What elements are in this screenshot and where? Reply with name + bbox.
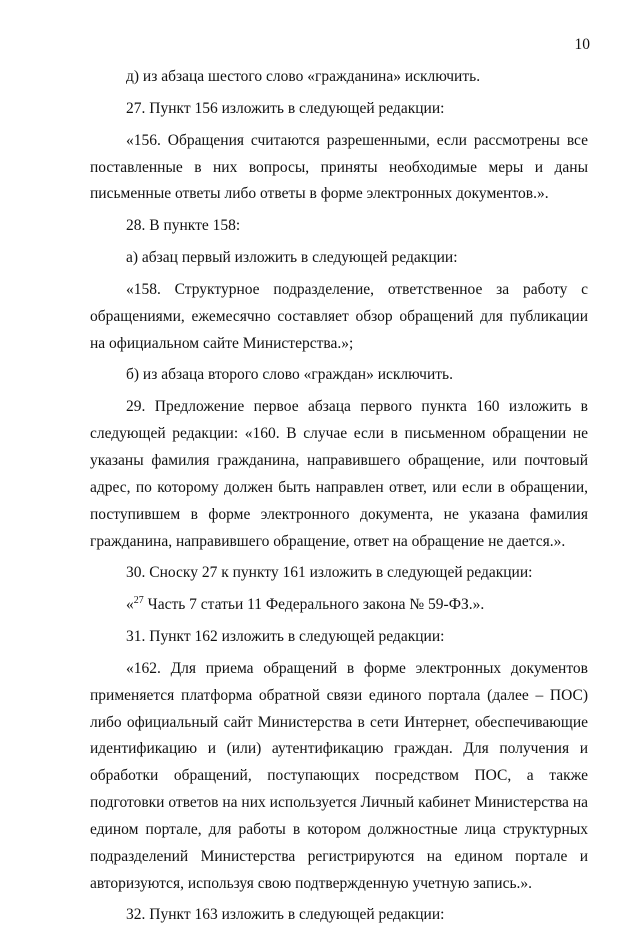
item-30-heading: 30. Сноску 27 к пункту 161 изложить в следующей редакции: bbox=[126, 564, 533, 582]
item-31-heading: 31. Пункт 162 изложить в следующей редакции: bbox=[126, 628, 445, 646]
item-d-paragraph: д) из абзаца шестого слово «гражданина» исключить. bbox=[126, 68, 481, 85]
item-28-heading: 28. В пункте 158: bbox=[126, 217, 241, 235]
item-28-subitem-a: а) абзац первый изложить в следующей редакции: bbox=[126, 249, 458, 267]
item-28-quote: «158. Структурное подразделение, ответственное за работу с обращениями, ежемесячно составляет обзор обращений для публикации на официальном сайте Министерства.»; bbox=[90, 280, 588, 352]
footnote-body: Часть 7 статьи 11 Федерального закона № 59-ФЗ.». bbox=[143, 596, 485, 614]
item-27-heading: 27. Пункт 156 изложить в следующей редакции: bbox=[126, 99, 445, 117]
quote-open: « bbox=[126, 596, 134, 614]
item-29-text: 29. Предложение первое абзаца первого пункта 160 изложить в следующей редакции: «160. В случае если в письменном обращении не указаны фамилия гражданина, направившего обращение, или почтовый адрес, по которому должен быть направлен ответ, или если в обращении, поступившем в форме электронного документа, не указана фамилия гражданина, направившего обращение, ответ на обращение не дается.». bbox=[90, 398, 588, 550]
footnote-superscript: 27 bbox=[133, 595, 144, 607]
page-number: 10 bbox=[574, 36, 590, 53]
item-31-text: «162. Для приема обращений в форме электронных документов применяется платформа обратной связи единого портала (далее – ПОС) либо официальный сайт Министерства в сети Интернет, обеспечивающие идентификацию и (или) аутентификацию граждан. Для получения и обработки обращений, поступающих посредством ПОС, а также подготовки ответов на них используется Личный кабинет Министерства на едином портале, для работы в котором должностные лица структурных подразделений Министерства регистрируются на едином портале и авторизуются, используя свою подтвержденную учетную запись.». bbox=[90, 659, 588, 892]
item-27-text: «156. Обращения считаются разрешенными, если рассмотрены все поставленные в них вопросы, приняты необходимые меры и даны письменные ответы либо ответы в форме электронных документов.». bbox=[90, 131, 588, 203]
item-32-heading: 32. Пункт 163 изложить в следующей редакции: bbox=[126, 906, 445, 924]
document-body bbox=[90, 64, 588, 929]
item-30-footnote-text bbox=[90, 592, 588, 619]
item-28-subitem-b: б) из абзаца второго слово «граждан» исключить. bbox=[126, 366, 453, 384]
